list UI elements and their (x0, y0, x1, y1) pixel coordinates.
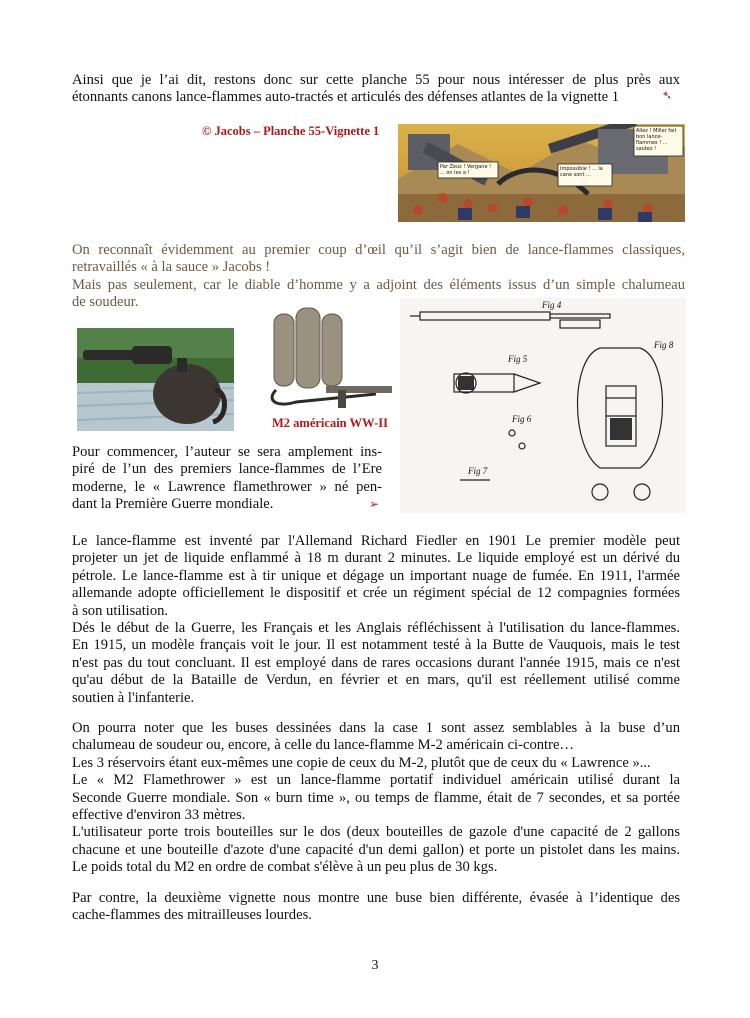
text-line: Le « M2 Flamethrower » est un lance-flamme portatif individuel américain utilisé durant la (72, 772, 680, 789)
figure-label: Fig 8 (654, 340, 674, 350)
text-line: Le poids total du M2 en ordre de combat s'élève à un peu plus de 30 kgs. (72, 859, 498, 876)
text-line: qu'au début de la Bataille de Verdun, en février et en mars, qu'il est réellement utilisé comme (72, 672, 680, 689)
text-line: à son utilisation. (72, 602, 169, 619)
text-line: Le lance-flamme est inventé par l'Allemand Richard Fiedler en 1901 Le premier modèle peut (72, 533, 680, 549)
text-line: On pourra noter que les buses dessinées dans la case 1 sont assez semblables à la buse d’un (72, 720, 680, 736)
intro-paragraph (72, 72, 680, 107)
arrow-icon: ➴ (662, 88, 673, 102)
text-line: n'est pas du tout concluant. Il est employé dans de rares occasions durant l'année 1915, mais ce n'est (72, 654, 680, 671)
text-line: retravaillés « à la sauce » Jacobs ! (72, 259, 271, 276)
text-line: Seconde Guerre mondiale. Son « burn time », ou temps de flamme, était de 7 secondes, et sa portée (72, 789, 680, 806)
text-line: dant la Première Guerre mondiale. (72, 496, 274, 513)
text-line: Par contre, la deuxième vignette nous montre une buse bien différente, évasée à l’identique des (72, 890, 680, 906)
patent-drawing (400, 298, 686, 513)
text-line: L'utilisateur porte trois bouteilles sur le dos (deux bouteilles de gazole d'une capacité de 2 gallons (72, 824, 680, 841)
text-line: de soudeur. (72, 294, 139, 311)
text-line: Mais pas seulement, car le diable d’homme y a adjoint des éléments issus d’un simple chalumeau (72, 276, 685, 293)
comic-caption: © Jacobs – Planche 55-Vignette 1 (202, 124, 380, 138)
figure-label: Fig 5 (508, 354, 528, 364)
figure-label: Fig 6 (512, 414, 532, 424)
text-line: allemande adopte officiellement le dispositif et crée un régiment spécial de 12 compagnies formées (72, 585, 680, 602)
history-paragraph (72, 533, 680, 707)
text-line: cache-flammes des mitrailleuses lourdes. (72, 907, 312, 924)
second-panel-paragraph (72, 890, 680, 925)
text-line: On reconnaît évidemment au premier coup d’œil qu’il s’agit bien de lance-flammes classiques, (72, 242, 685, 258)
text-line: projeter un jet de liquide enflammé à 18 m durant 2 minutes. Le liquide employé est un dérivé du (72, 550, 680, 567)
intro-line: étonnants canons lance-flammes auto-tractés et articulés des défenses atlantes de la vignette 1 (72, 89, 620, 106)
arrow-icon: ➢ (369, 497, 380, 511)
text-line: soutien à l'infanterie. (72, 689, 195, 706)
blowtorch-photo (77, 328, 234, 431)
m2-caption: M2 américain WW-II (272, 416, 388, 430)
speech-bubble: Impossible ! ... la cane sont ... (560, 166, 603, 178)
text-line: chacune et une bouteille d'azote d'une capacité d'un demi gallon) et porte un pistolet dans les mains. (72, 841, 680, 858)
text-line: piré de l’un des premiers lance-flammes de l’Ere (72, 461, 382, 478)
text-line: chalumeau de soudeur ou, encore, à celle du lance-flamme M-2 américain ci-contre… (72, 737, 575, 754)
page-number: 3 (371, 958, 379, 973)
text-line: Pour commencer, l’auteur se sera amplement ins- (72, 444, 382, 460)
text-line: Les 3 réservoirs étant eux-mêmes une copie de ceux du M-2, plutôt que de ceux du « Lawrence »... (72, 754, 651, 771)
comic-panel-image (398, 124, 685, 222)
speech-bubble: Allez ! Miller fait bon lance-flammes ! ... sautez ! (636, 128, 677, 152)
m2-flamethrower-image (256, 304, 396, 414)
figure-label: Fig 7 (468, 466, 488, 476)
intro-line: Ainsi que je l’ai dit, restons donc sur cette planche 55 pour nous intéresser de plus près aux (72, 72, 680, 88)
figure-label: Fig 4 (542, 300, 562, 310)
text-line: En 1915, un modèle français voit le jour. Il est notamment testé à la Butte de Vauquois, mais le test (72, 637, 680, 654)
text-line: effective d'environ 33 mètres. (72, 807, 246, 824)
inspiration-paragraph (72, 444, 382, 514)
m2-paragraph (72, 720, 680, 877)
text-line: moderne, le « Lawrence flamethrower » né pen- (72, 478, 382, 495)
speech-bubble: Par Zeus ! Vergane ! ... on les a ! (440, 164, 492, 176)
text-line: Dés le début de la Guerre, les Français et les Anglais réfléchissent à l'utilisation du lance-flammes. (72, 620, 680, 637)
text-line: pétrole. Le lance-flamme est à tir unique et dégage un important nuage de fumée. En 1911, l'armée (72, 567, 680, 584)
